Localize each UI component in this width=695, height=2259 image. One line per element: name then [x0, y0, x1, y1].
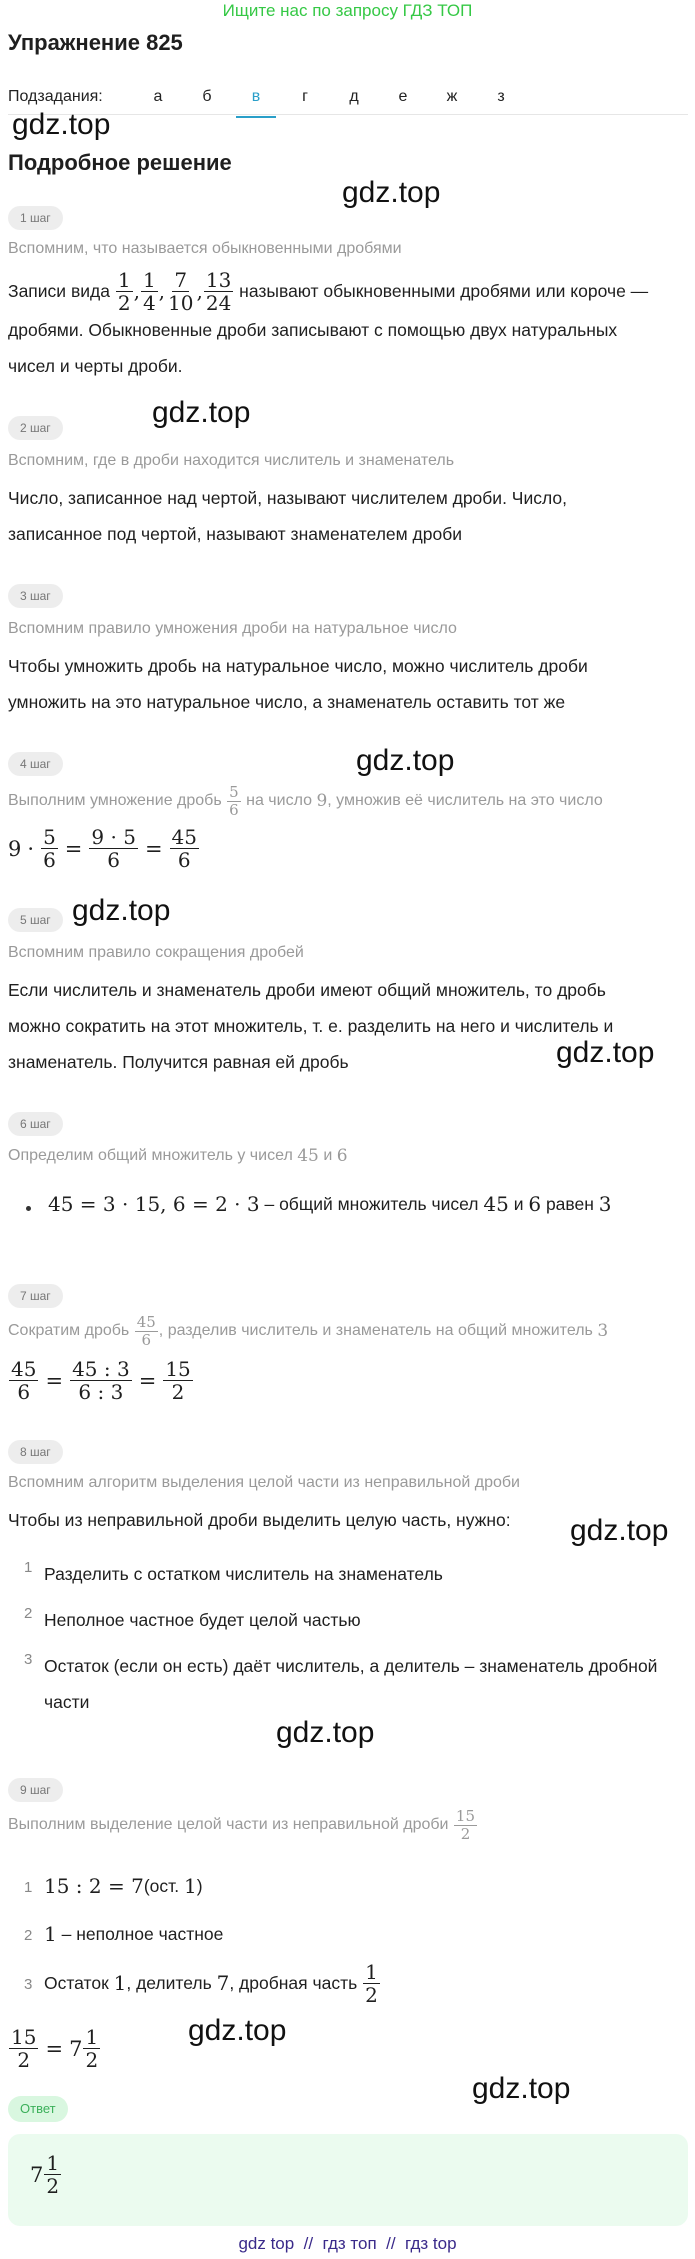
math-operator: = — [45, 1368, 64, 1393]
fraction — [70, 1358, 132, 1403]
math-number: 1 — [183, 1874, 197, 1898]
step-text: Если числитель и знаменатель дроби имеют общий множитель, то дробь — [8, 980, 606, 1000]
text-span: – общий множитель чисел — [259, 1194, 484, 1214]
numerator: 1 — [365, 1959, 378, 1984]
text-span: Записи вида — [8, 281, 110, 301]
step-hint: Вспомним, что называется обыкновенными дробями — [8, 240, 402, 257]
math-operator: · — [27, 836, 35, 861]
list-number: 1 — [24, 1879, 33, 1896]
denominator: 6 — [229, 800, 239, 819]
denominator: 10 — [168, 290, 194, 315]
math-equation — [8, 2026, 101, 2071]
list-number: 2 — [24, 1927, 33, 1944]
list-item — [24, 1916, 684, 1952]
step-hint: Вспомним правило умножения дроби на натуральное число — [8, 620, 457, 637]
denominator: 2 — [365, 1982, 378, 2007]
denominator: 2 — [117, 290, 131, 315]
numerator: 1 — [85, 2025, 99, 2049]
text-span: , делитель — [126, 1973, 217, 1993]
denominator: 6 : 3 — [78, 1380, 124, 1404]
numerator: 45 — [136, 1313, 156, 1331]
watermark: gdz.top — [356, 744, 455, 777]
step-hint — [8, 1314, 608, 1348]
list-text — [44, 1868, 684, 1904]
math-number: 1 — [44, 1922, 57, 1946]
math-number: 7 — [69, 2036, 83, 2061]
text-span: на число — [246, 792, 312, 809]
list-number: 3 — [24, 1976, 33, 1993]
tab-b[interactable]: б — [202, 88, 212, 105]
list-text — [44, 1958, 684, 2008]
text-span: Выполним умножение дробь — [8, 792, 222, 809]
step-badge: 9 шаг — [8, 1778, 63, 1802]
text-span: , разделив числитель и знаменатель на общий множитель — [158, 1322, 593, 1339]
math-number: 3 — [598, 1192, 612, 1216]
math-expression: 45 = 3 · 15, 6 = 2 · 3 — [48, 1192, 260, 1216]
list-text: Неполное частное будет целой частью — [44, 1610, 361, 1630]
list-number: 2 — [24, 1605, 33, 1622]
numerator: 5 — [43, 825, 56, 849]
text-span: (ост. — [143, 1876, 184, 1896]
math-operator: = — [138, 1368, 157, 1393]
numerator: 9 · 5 — [91, 825, 136, 849]
numerator: 5 — [229, 783, 239, 801]
step-hint: Вспомним правило сокращения дробей — [8, 944, 304, 961]
step-badge: 5 шаг — [8, 908, 63, 932]
fraction — [83, 2026, 100, 2071]
fraction — [9, 1358, 38, 1403]
text-span: ) — [196, 1876, 203, 1896]
step-text: Чтобы умножить дробь на натуральное число, можно числитель дроби — [8, 656, 588, 676]
denominator: 2 — [171, 1380, 185, 1404]
step-text — [48, 1186, 695, 1222]
fraction — [41, 826, 58, 871]
step-text: Число, записанное над чертой, называют числителем дроби. Число, — [8, 488, 568, 508]
list-text — [44, 1648, 684, 1720]
watermark: gdz.top — [152, 396, 251, 429]
numerator: 45 — [11, 1357, 37, 1381]
denominator: 2 — [46, 2174, 60, 2198]
math-number: 45 — [483, 1192, 509, 1216]
fraction — [163, 1358, 192, 1403]
list-item — [24, 1602, 684, 1638]
fraction — [9, 2026, 38, 2071]
list-item — [24, 1556, 684, 1592]
step-hint: Вспомним алгоритм выделения целой части из неправильной дроби — [8, 1474, 520, 1491]
fraction — [227, 784, 241, 818]
text-span: , умножив её числитель на это число — [327, 792, 603, 809]
denominator: 6 — [141, 1330, 152, 1349]
list-text — [44, 1916, 684, 1952]
page-title: Упражнение 825 — [8, 30, 183, 55]
numerator: 15 — [165, 1357, 191, 1381]
step-badge: 1 шаг — [8, 206, 63, 230]
text-span: – неполное частное — [56, 1924, 224, 1944]
watermark: gdz.top — [72, 894, 171, 927]
fraction — [141, 269, 158, 314]
tab-zh[interactable]: ж — [446, 88, 458, 105]
math-number: 7 — [216, 1971, 230, 1995]
fraction — [363, 1961, 380, 2006]
math-number: 9 — [316, 791, 328, 811]
text-span: Остаток (если он есть) даёт числитель, а делитель – знаменатель дробной — [44, 1656, 658, 1676]
tab-v[interactable]: в — [244, 88, 268, 106]
step-hint: Вспомним, где в дроби находится числитель и знаменатель — [8, 452, 455, 469]
step-text: умножить на это натуральное число, а знаменатель оставить тот же — [8, 692, 566, 712]
answer-box — [8, 2134, 688, 2226]
fraction — [116, 269, 133, 314]
fraction — [44, 2152, 61, 2197]
math-operator: = — [45, 2036, 64, 2061]
watermark: gdz.top — [12, 108, 111, 141]
denominator: 6 — [43, 848, 56, 872]
step-badge: 3 шаг — [8, 584, 63, 608]
math-number: 3 — [597, 1321, 609, 1341]
math-number: 9 — [8, 836, 22, 861]
denominator: 6 — [17, 1380, 31, 1404]
numerator: 15 — [455, 1807, 476, 1825]
fraction — [166, 269, 195, 314]
text-span: равен — [541, 1194, 599, 1214]
solution-heading: Подробное решение — [8, 150, 232, 175]
denominator: 6 — [177, 848, 191, 872]
watermark: gdz.top — [472, 2072, 571, 2105]
step-text: записанное под чертой, называют знаменателем дроби — [8, 524, 463, 544]
fraction — [454, 1808, 477, 1842]
math-number: 7 — [30, 2162, 44, 2187]
list-text: Разделить с остатком числитель на знаменатель — [44, 1564, 443, 1584]
text-span: Выполним выделение целой части из неправильной дроби — [8, 1816, 449, 1833]
text-span: и — [508, 1194, 529, 1214]
subtasks-label: Подзадания: — [8, 88, 103, 105]
denominator: 2 — [17, 2048, 31, 2072]
step-badge: 8 шаг — [8, 1440, 63, 1464]
step-text: Записи вида $\frac{1}{2}$ , $\frac{1}{4}$ , $\frac{7}{10}$ , $\frac{13}{24}$ называют обыкновенными дробями или короче — — [8, 267, 649, 315]
denominator: 2 — [460, 1824, 471, 1843]
list-item — [24, 1648, 684, 1720]
list-item — [24, 1868, 684, 1904]
answer-value — [30, 2152, 62, 2197]
math-operator: = — [144, 836, 163, 861]
step-badge: 6 шаг — [8, 1112, 63, 1136]
search-banner: Ищите нас по запросу ГДЗ ТОП — [222, 1, 473, 20]
watermark: gdz.top — [342, 176, 441, 209]
numerator: 15 — [11, 2025, 37, 2049]
text-span: Сократим дробь — [8, 1322, 130, 1339]
tab-z[interactable]: з — [497, 88, 505, 105]
text-span: Определим общий множитель у чисел — [8, 1147, 293, 1164]
text-span: , дробная часть — [229, 1973, 363, 1993]
numerator: 1 — [142, 267, 156, 292]
tab-e[interactable]: е — [398, 88, 408, 105]
step-hint — [8, 1808, 478, 1842]
math-equation — [8, 1358, 194, 1403]
numerator: 45 — [171, 825, 197, 849]
step-text: можно сократить на этот множитель, т. е. разделить на него и числитель и — [8, 1016, 614, 1036]
numerator: 1 — [117, 267, 131, 292]
denominator: 24 — [205, 290, 232, 315]
watermark: gdz.top — [188, 2014, 287, 2047]
fraction — [170, 826, 199, 871]
fraction — [89, 826, 138, 871]
step-hint — [8, 1146, 348, 1166]
list-item — [24, 1958, 684, 2008]
numerator: 1 — [46, 2151, 60, 2175]
step-badge: 4 шаг — [8, 752, 63, 776]
list-number: 3 — [24, 1651, 33, 1668]
text-span: называют обыкновенными дробями или короче — — [239, 281, 649, 301]
step-text: знаменатель. Получится равная ей дробь — [8, 1052, 349, 1072]
watermark: gdz.top — [570, 1514, 669, 1547]
math-operator: = — [64, 836, 83, 861]
math-equation — [8, 826, 200, 871]
numerator: 45 : 3 — [72, 1357, 130, 1381]
footer-links[interactable]: gdz top // гдз топ // гдз top — [238, 2234, 457, 2253]
tab-a[interactable]: а — [153, 88, 163, 105]
denominator: 2 — [85, 2048, 99, 2072]
step-text: Чтобы из неправильной дроби выделить целую часть, нужно: — [8, 1510, 511, 1530]
text-span: Остаток — [44, 1973, 114, 1993]
numerator: 7 — [174, 267, 188, 292]
step-hint — [8, 784, 603, 818]
math-expression: 15 : 2 = 7 — [44, 1874, 144, 1898]
watermark: gdz.top — [556, 1036, 655, 1069]
step-text: дробями. Обыкновенные дроби записывают с помощью двух натуральных — [8, 320, 618, 340]
text-span: и — [323, 1147, 333, 1164]
answer-badge: Ответ — [8, 2096, 68, 2122]
math-number: 6 — [336, 1146, 348, 1166]
denominator: 4 — [142, 290, 156, 315]
list-number: 1 — [24, 1559, 33, 1576]
bullet-icon — [26, 1206, 31, 1211]
watermark: gdz.top — [276, 1716, 375, 1749]
step-text: чисел и черты дроби. — [8, 356, 183, 376]
denominator: 6 — [107, 848, 121, 872]
numerator: 13 — [205, 267, 232, 292]
fraction — [135, 1314, 158, 1348]
math-number: 1 — [113, 1971, 127, 1995]
step-badge: 2 шаг — [8, 416, 63, 440]
math-number: 45 — [297, 1146, 319, 1166]
tab-g[interactable]: г — [302, 88, 308, 105]
tab-d[interactable]: д — [349, 88, 359, 105]
text-span: части — [44, 1692, 90, 1712]
step-badge: 7 шаг — [8, 1284, 63, 1308]
math-number: 6 — [528, 1192, 542, 1216]
fraction — [204, 269, 233, 314]
